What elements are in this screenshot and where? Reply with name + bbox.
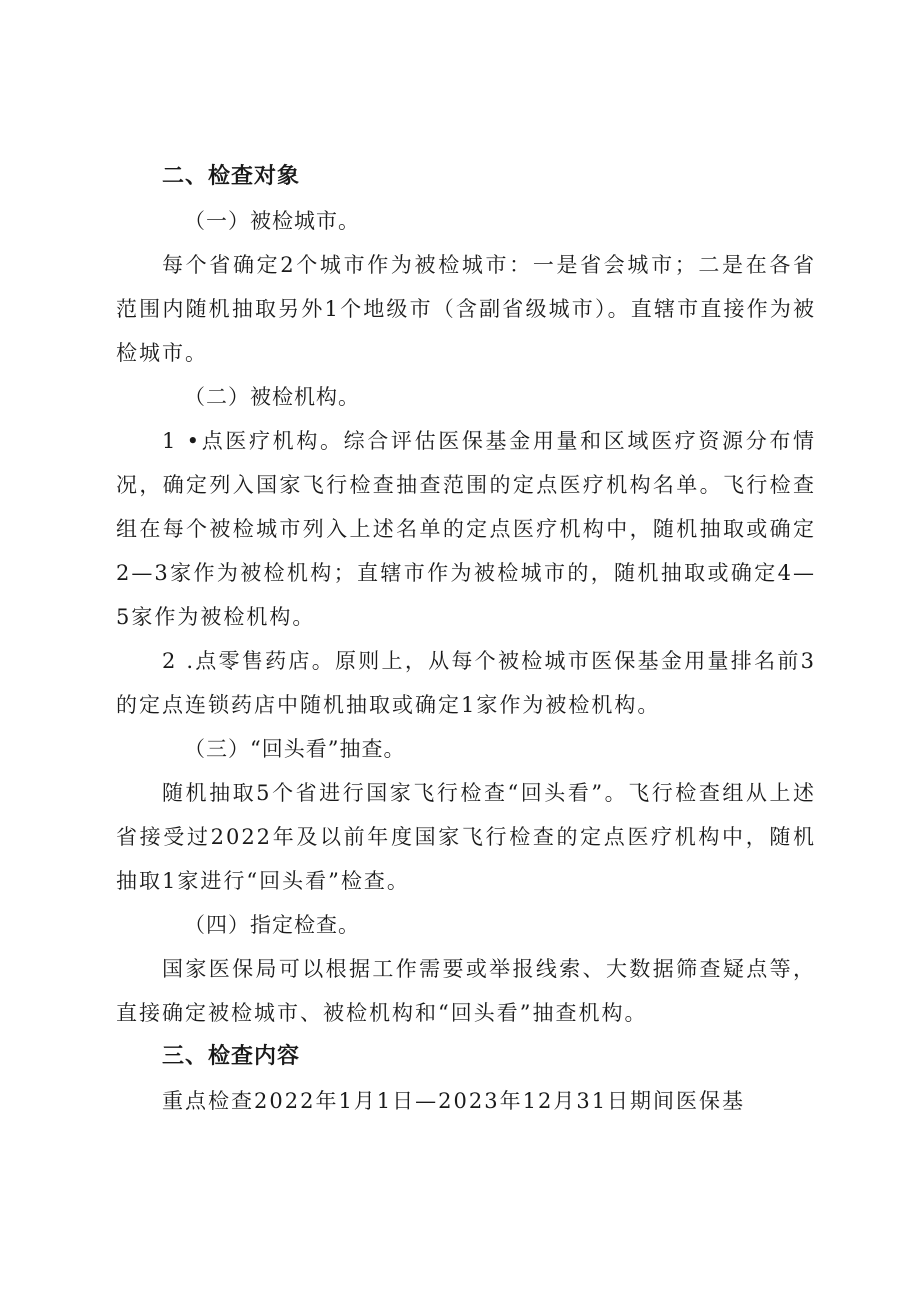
paragraph-6: 重点检查2022年1月1日—2023年12月31日期间医保基 — [162, 1089, 746, 1113]
document-page — [116, 155, 816, 1123]
subheading-1: （一）被检城市。 — [184, 209, 360, 233]
subheading-3: （三）“回头看”抽查。 — [184, 737, 406, 761]
paragraph-4: 随机抽取5个省进行国家飞行检查“回头看”。飞行检查组从上述省接受过2022年及以前年度国家飞行检查的定点医疗机构中，随机抽取1家进行“回头看”检查。 — [116, 781, 816, 893]
section-heading-2: 二、检查对象 — [162, 164, 301, 189]
subheading-2: （二）被检机构。 — [184, 385, 360, 409]
paragraph-1: 每个省确定2个城市作为被检城市：一是省会城市；二是在各省范围内随机抽取另外1个地级市（含副省级城市）。直辖市直接作为被检城市。 — [116, 253, 816, 365]
section-heading-3: 三、检查内容 — [162, 1044, 301, 1069]
paragraph-2: 1 •点医疗机构。综合评估医保基金用量和区域医疗资源分布情况，确定列入国家飞行检查抽查范围的定点医疗机构名单。飞行检查组在每个被检城市列入上述名单的定点医疗机构中，随机抽取或确定2—3家作为被检机构；直辖市作为被检城市的，随机抽取或确定4—5家作为被检机构。 — [116, 429, 816, 629]
paragraph-5: 国家医保局可以根据工作需要或举报线索、大数据筛查疑点等，直接确定被检城市、被检机构和“回头看”抽查机构。 — [116, 957, 816, 1025]
subheading-4: （四）指定检查。 — [184, 913, 360, 937]
paragraph-3: 2 .点零售药店。原则上，从每个被检城市医保基金用量排名前3的定点连锁药店中随机抽取或确定1家作为被检机构。 — [116, 649, 816, 717]
